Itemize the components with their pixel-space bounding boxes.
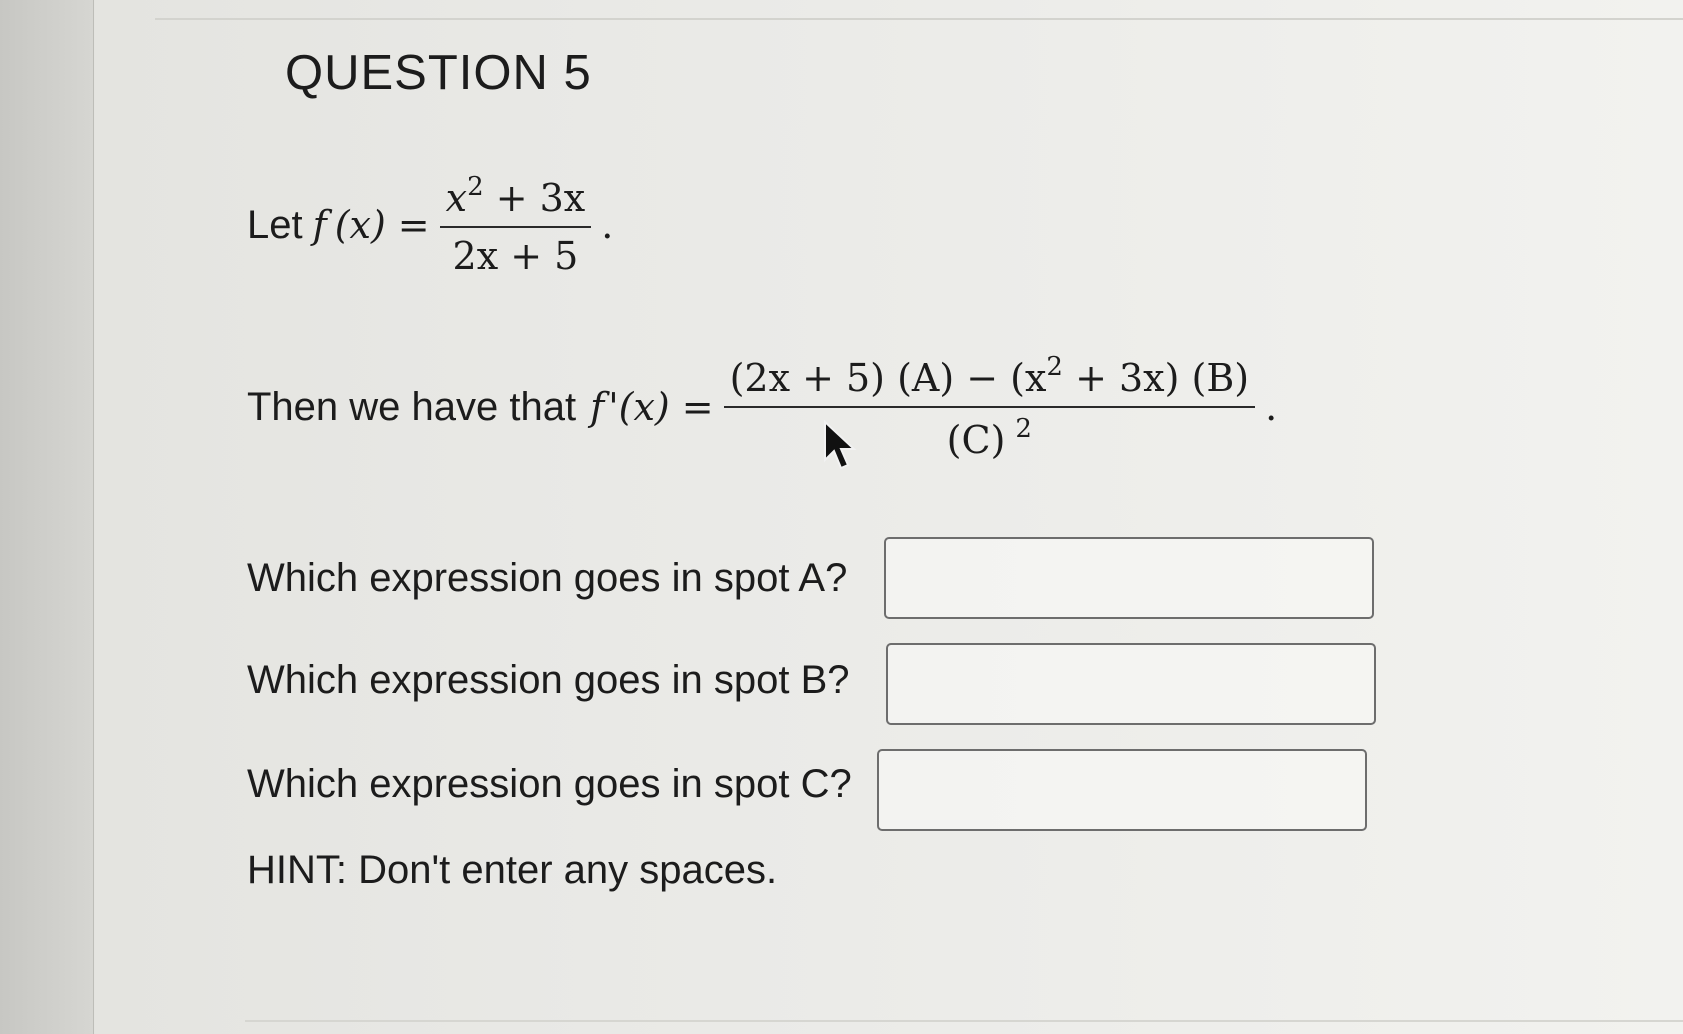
- function-argument: (x): [334, 203, 386, 247]
- definition-period: .: [601, 203, 614, 247]
- derivative-numerator-part2: + 3x) (B): [1075, 356, 1250, 400]
- derivative-denominator: [941, 408, 1038, 462]
- derivative-fraction: [724, 352, 1256, 462]
- spot-c-input[interactable]: [877, 749, 1367, 831]
- numerator-rest: + 3x: [495, 176, 586, 220]
- bottom-divider: [245, 1020, 1683, 1022]
- derivative-denominator-base: (C): [946, 418, 1006, 462]
- derivative-prefix: Then we have that: [247, 384, 577, 429]
- hint-text: HINT: Don't enter any spaces.: [247, 848, 778, 892]
- function-name: f: [312, 203, 327, 247]
- numerator-variable: x: [445, 176, 468, 220]
- fraction-numerator: [440, 172, 592, 226]
- derivative-numerator: [724, 352, 1256, 406]
- spot-a-prompt: Which expression goes in spot A?: [247, 556, 848, 600]
- derivative-denominator-exponent: 2: [1015, 414, 1032, 444]
- mouse-pointer-icon: [822, 420, 862, 472]
- numerator-exponent: 2: [467, 172, 484, 202]
- spot-b-input[interactable]: [886, 643, 1376, 725]
- equals-sign: =: [397, 203, 430, 247]
- derivative-period: .: [1265, 385, 1278, 429]
- function-fraction: [440, 172, 592, 278]
- fraction-denominator: 2x + 5: [452, 234, 579, 278]
- spot-b-prompt: Which expression goes in spot B?: [247, 658, 850, 702]
- let-label: Let: [247, 202, 303, 247]
- function-definition: [247, 172, 613, 278]
- derivative-expression: [247, 352, 1277, 462]
- top-divider: [155, 18, 1683, 20]
- derivative-function-name: f: [590, 385, 605, 429]
- derivative-argument: '(x): [608, 385, 670, 429]
- spot-c-prompt: Which expression goes in spot C?: [247, 762, 852, 806]
- spot-a-input[interactable]: [884, 537, 1374, 619]
- derivative-numerator-part1: (2x + 5) (A) − (x: [729, 356, 1047, 400]
- page-left-margin: [0, 0, 94, 1034]
- derivative-equals: =: [681, 385, 714, 429]
- question-title: QUESTION 5: [285, 46, 592, 100]
- derivative-numerator-exponent: 2: [1046, 352, 1063, 382]
